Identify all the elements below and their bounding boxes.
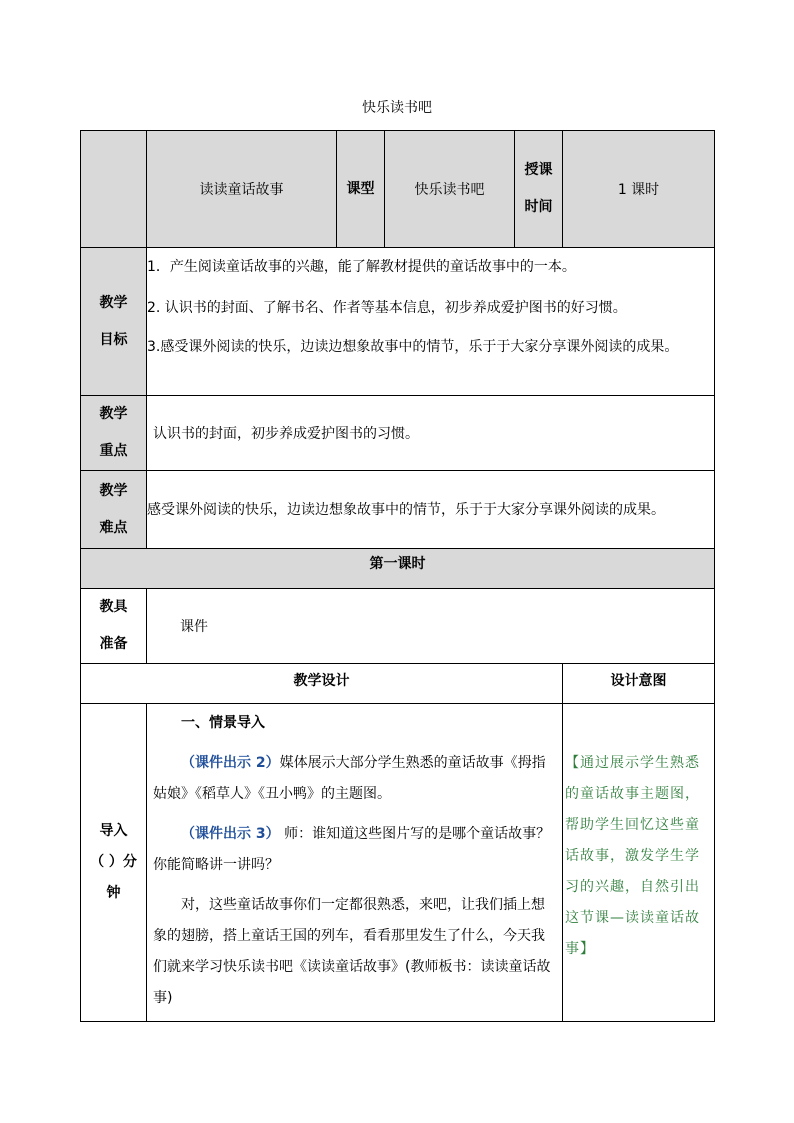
objective-item-1: 1．产生阅读童话故事的兴趣，能了解教材提供的童话故事中的一本。 [147, 259, 576, 275]
intro-paragraph-2 [153, 819, 558, 881]
objectives-row [81, 248, 715, 396]
document-title: 快乐读书吧 [362, 100, 432, 116]
time-label-line1: 授课 [524, 162, 553, 178]
intro-label-line1: 导入 [99, 823, 128, 839]
intro-paragraph-1-text: 媒体展示大部分学生熟悉的童话故事《拇指姑娘》《稻草人》《丑小鸭》的主题图。 [153, 755, 546, 802]
intent-header: 设计意图 [563, 664, 715, 704]
header-row [81, 131, 715, 248]
difficulties-row [81, 471, 715, 549]
key-points-label [81, 396, 147, 471]
lesson-plan-table [80, 130, 715, 1022]
materials-label [81, 589, 147, 664]
difficulties-content: 感受课外阅读的快乐，边读边想象故事中的情节，乐于于大家分享课外阅读的成果。 [147, 471, 715, 549]
lesson-type-value: 快乐读书吧 [385, 131, 515, 248]
time-value: 1 课时 [563, 131, 715, 248]
topic-cell: 读读童话故事 [147, 131, 337, 248]
lesson-type-label: 课型 [337, 131, 385, 248]
intro-label-line3: 钟 [106, 885, 121, 901]
objectives-label-line1: 教学 [99, 294, 128, 311]
objectives-label-line2: 目标 [99, 331, 128, 348]
design-header: 教学设计 [81, 664, 563, 704]
courseware-tag-2: （课件出示 2） [181, 755, 280, 771]
lesson-heading-row [81, 549, 715, 589]
intro-intent-content: 【通过展示学生熟悉的童话故事主题图，帮助学生回忆这些童话故事，激发学生学习的兴趣，自然引出这节课—读读童话故事】 [563, 704, 715, 1022]
key-points-row [81, 396, 715, 471]
objectives-label [81, 248, 147, 396]
intro-label [81, 704, 147, 1022]
intro-paragraph-3: 对，这些童话故事你们一定都很熟悉，来吧，让我们插上想象的翅膀，搭上童话王国的列车，看看那里发生了什么，今天我们就来学习快乐读书吧《读读童话故事》(教师板书：读读童话故事) [153, 897, 551, 1006]
intro-label-line2: （ ）分 [90, 854, 137, 870]
design-header-row [81, 664, 715, 704]
key-points-label-line1: 教学 [99, 406, 128, 422]
materials-content: 课件 [147, 589, 715, 664]
intro-design-content [147, 704, 563, 1022]
key-points-label-line2: 重点 [99, 443, 128, 459]
time-label [515, 131, 563, 248]
courseware-tag-3: （课件出示 3） [181, 826, 280, 842]
materials-label-line2: 准备 [99, 636, 128, 652]
key-points-content: 认识书的封面，初步养成爱护图书的习惯。 [147, 396, 715, 471]
objectives-content [147, 248, 715, 396]
intro-row [81, 704, 715, 1022]
intro-paragraph-2-text: 师：谁知道这些图片写的是哪个童话故事？你能简略讲一讲吗？ [153, 826, 551, 873]
objective-item-2: 2. 认识书的封面、了解书名、作者等基本信息，初步养成爱护图书的好习惯。 [147, 300, 627, 316]
intro-paragraph-1 [153, 748, 558, 810]
intro-section-title: 一、情景导入 [181, 715, 265, 731]
difficulties-label-line1: 教学 [99, 482, 128, 499]
time-label-line2: 时间 [524, 199, 553, 215]
materials-row [81, 589, 715, 664]
lesson-heading: 第一课时 [81, 549, 715, 589]
difficulties-label-line2: 难点 [99, 519, 128, 536]
header-corner-cell [81, 131, 147, 248]
difficulties-label [81, 471, 147, 549]
objective-item-3: 3.感受课外阅读的快乐，边读边想象故事中的情节，乐于于大家分享课外阅读的成果。 [147, 339, 679, 355]
materials-label-line1: 教具 [99, 599, 128, 615]
